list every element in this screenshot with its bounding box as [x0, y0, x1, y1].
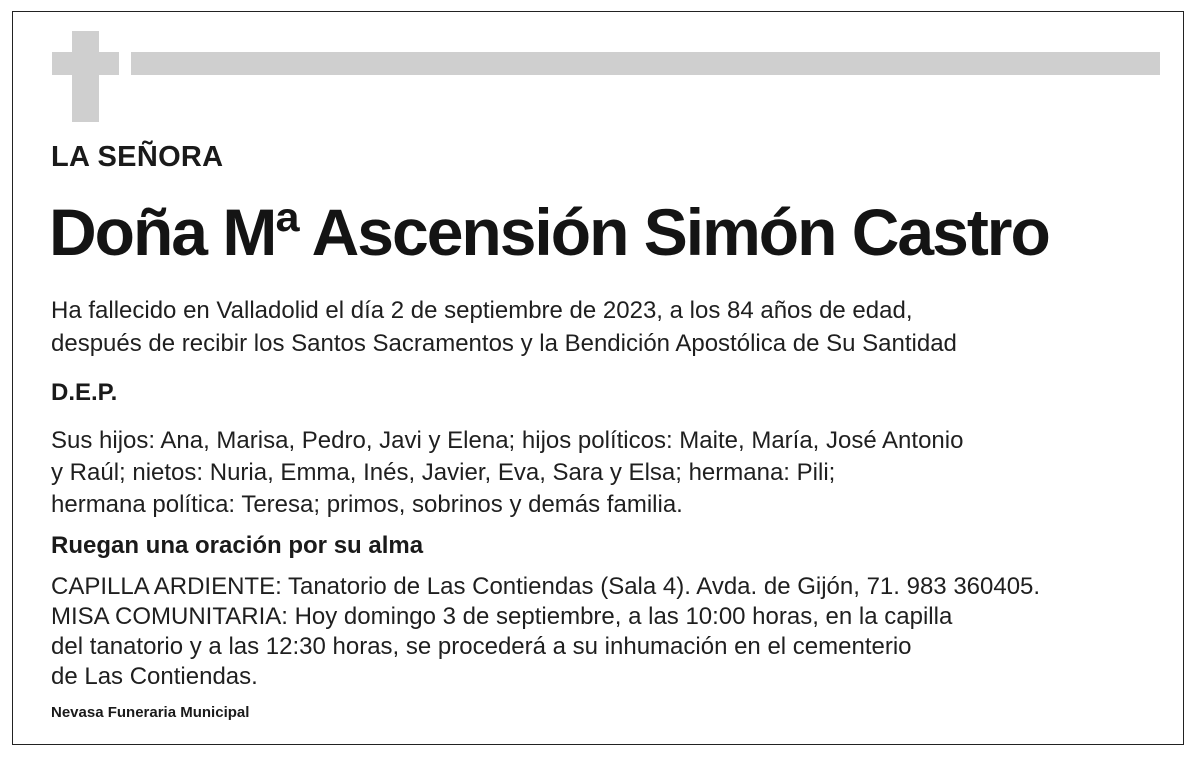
family-list	[51, 425, 963, 521]
death-line: Ha fallecido en Valladolid el día 2 de septiembre de 2023, a los 84 años de edad,	[51, 297, 913, 324]
death-announcement	[51, 294, 957, 360]
service-details	[51, 572, 1040, 692]
dep-label: D.E.P.	[51, 379, 118, 406]
family-line: Sus hijos: Ana, Marisa, Pedro, Javi y Elena; hijos políticos: Maite, María, José Antonio	[51, 427, 964, 454]
header-bar	[131, 52, 1160, 75]
service-line: del tanatorio y a las 12:30 horas, se procederá a su inhumación en el cementerio	[51, 633, 912, 660]
family-line: hermana política: Teresa; primos, sobrinos y demás familia.	[51, 491, 683, 518]
cross-icon-arm	[52, 52, 119, 75]
cross-icon	[72, 31, 99, 122]
service-line: de Las Contiendas.	[51, 663, 258, 690]
service-line: CAPILLA ARDIENTE: Tanatorio de Las Contiendas (Sala 4). Avda. de Gijón, 71. 983 360405.	[51, 573, 1041, 600]
deceased-name: Doña Mª Ascensión Simón Castro	[49, 195, 1049, 269]
service-line: MISA COMUNITARIA: Hoy domingo 3 de septiembre, a las 10:00 horas, en la capilla	[51, 603, 953, 630]
funeral-home: Nevasa Funeraria Municipal	[51, 704, 250, 721]
prayer-request: Ruegan una oración por su alma	[51, 532, 424, 559]
title-label: LA SEÑORA	[51, 141, 224, 173]
family-line: y Raúl; nietos: Nuria, Emma, Inés, Javier, Eva, Sara y Elsa; hermana: Pili;	[51, 459, 836, 486]
death-line: después de recibir los Santos Sacramentos y la Bendición Apostólica de Su Santidad	[51, 330, 957, 357]
